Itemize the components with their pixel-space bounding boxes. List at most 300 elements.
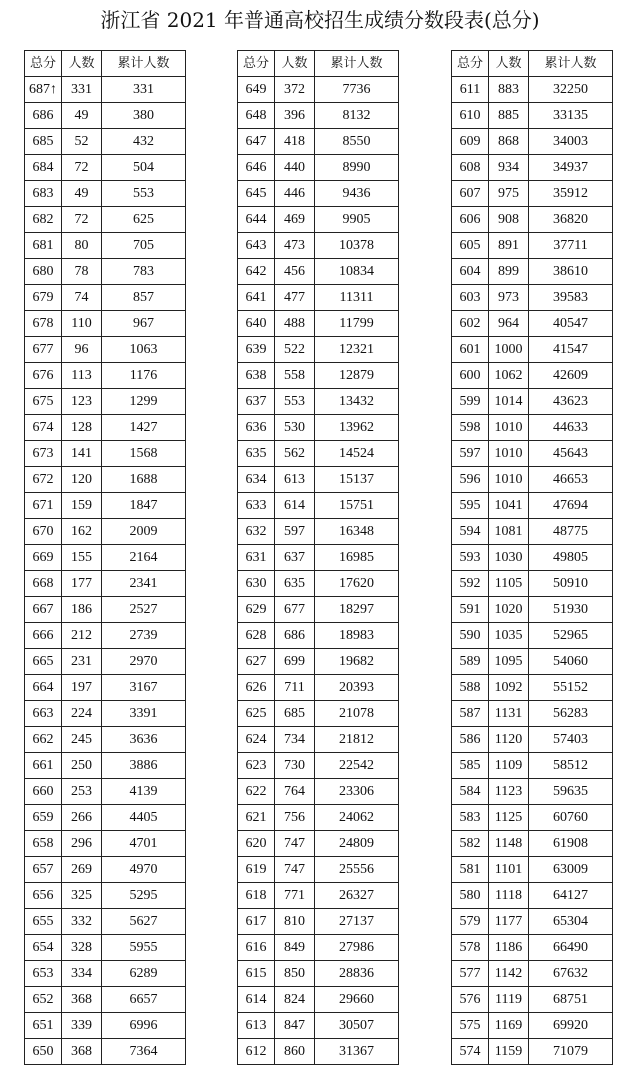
cell-count: 747 [275,857,315,883]
cell-score: 667 [25,597,62,623]
cell-score: 630 [238,571,275,597]
cell-cumulative: 6996 [102,1013,186,1039]
cell-cumulative: 7736 [315,77,399,103]
cell-score: 677 [25,337,62,363]
cell-cumulative: 1299 [102,389,186,415]
cell-score: 651 [25,1013,62,1039]
cell-cumulative: 67632 [529,961,613,987]
cell-count: 1131 [489,701,529,727]
cell-score: 615 [238,961,275,987]
table-row [25,883,186,909]
cell-cumulative: 23306 [315,779,399,805]
cell-cumulative: 19682 [315,649,399,675]
cell-cumulative: 31367 [315,1039,399,1065]
cell-cumulative: 37711 [529,233,613,259]
cell-cumulative: 4701 [102,831,186,857]
cell-cumulative: 625 [102,207,186,233]
header-score: 总分 [452,51,489,77]
table-row [452,649,613,675]
cell-count: 141 [62,441,102,467]
cell-cumulative: 71079 [529,1039,613,1065]
cell-score: 652 [25,987,62,1013]
cell-count: 1186 [489,935,529,961]
cell-score: 640 [238,311,275,337]
table-row [238,675,399,701]
cell-score: 673 [25,441,62,467]
table-row [452,337,613,363]
cell-cumulative: 27986 [315,935,399,961]
header-cumulative: 累计人数 [529,51,613,77]
cell-count: 186 [62,597,102,623]
table-row [452,519,613,545]
cell-score: 671 [25,493,62,519]
cell-cumulative: 11311 [315,285,399,311]
cell-cumulative: 24809 [315,831,399,857]
cell-score: 635 [238,441,275,467]
cell-score: 686 [25,103,62,129]
cell-score: 649 [238,77,275,103]
cell-score: 595 [452,493,489,519]
table-row [25,285,186,311]
cell-cumulative: 18297 [315,597,399,623]
cell-cumulative: 857 [102,285,186,311]
table-row [238,831,399,857]
cell-score: 676 [25,363,62,389]
cell-count: 418 [275,129,315,155]
table-row [452,883,613,909]
header-score: 总分 [238,51,275,77]
header-cumulative: 累计人数 [315,51,399,77]
table-row [25,467,186,493]
table-row [238,909,399,935]
cell-count: 368 [62,987,102,1013]
table-row [452,805,613,831]
cell-cumulative: 26327 [315,883,399,909]
cell-score: 665 [25,649,62,675]
table-row [238,415,399,441]
score-table-1 [24,50,186,1065]
cell-score: 656 [25,883,62,909]
cell-cumulative: 1847 [102,493,186,519]
cell-score: 592 [452,571,489,597]
table-row [238,545,399,571]
cell-count: 614 [275,493,315,519]
cell-score: 608 [452,155,489,181]
cell-score: 596 [452,467,489,493]
cell-count: 883 [489,77,529,103]
cell-count: 123 [62,389,102,415]
cell-score: 663 [25,701,62,727]
cell-count: 847 [275,1013,315,1039]
cell-score: 685 [25,129,62,155]
cell-score: 653 [25,961,62,987]
cell-count: 325 [62,883,102,909]
table-row [238,701,399,727]
cell-count: 49 [62,181,102,207]
cell-cumulative: 27137 [315,909,399,935]
cell-count: 162 [62,519,102,545]
table-row [452,285,613,311]
table-row [25,779,186,805]
cell-count: 334 [62,961,102,987]
cell-cumulative: 57403 [529,727,613,753]
cell-cumulative: 32250 [529,77,613,103]
cell-count: 677 [275,597,315,623]
cell-score: 599 [452,389,489,415]
table-row [238,857,399,883]
cell-count: 849 [275,935,315,961]
cell-cumulative: 6657 [102,987,186,1013]
cell-score: 588 [452,675,489,701]
cell-cumulative: 8550 [315,129,399,155]
table-header-row [452,51,613,77]
table-row [25,597,186,623]
cell-score: 577 [452,961,489,987]
cell-count: 1169 [489,1013,529,1039]
table-row [452,831,613,857]
cell-count: 1120 [489,727,529,753]
table-row [452,1039,613,1065]
cell-count: 522 [275,337,315,363]
table-row [25,259,186,285]
cell-cumulative: 13432 [315,389,399,415]
cell-cumulative: 967 [102,311,186,337]
cell-score: 587 [452,701,489,727]
cell-count: 159 [62,493,102,519]
cell-cumulative: 3391 [102,701,186,727]
cell-count: 446 [275,181,315,207]
cell-count: 899 [489,259,529,285]
cell-score: 668 [25,571,62,597]
cell-cumulative: 3167 [102,675,186,701]
cell-score: 661 [25,753,62,779]
table-row [452,545,613,571]
cell-count: 1119 [489,987,529,1013]
cell-cumulative: 15137 [315,467,399,493]
table-row [452,857,613,883]
header-cumulative: 累计人数 [102,51,186,77]
cell-score: 654 [25,935,62,961]
cell-count: 113 [62,363,102,389]
table-row [238,1013,399,1039]
table-row [452,987,613,1013]
cell-count: 711 [275,675,315,701]
cell-count: 197 [62,675,102,701]
table-row [452,129,613,155]
cell-cumulative: 5955 [102,935,186,961]
cell-score: 645 [238,181,275,207]
table-row [25,207,186,233]
cell-score: 681 [25,233,62,259]
cell-count: 1010 [489,415,529,441]
table-row [452,727,613,753]
cell-count: 908 [489,207,529,233]
table-row [238,181,399,207]
table-row [452,155,613,181]
table-row [452,311,613,337]
table-row [25,1039,186,1065]
cell-cumulative: 705 [102,233,186,259]
cell-count: 964 [489,311,529,337]
cell-count: 771 [275,883,315,909]
cell-count: 597 [275,519,315,545]
cell-score: 639 [238,337,275,363]
cell-count: 1014 [489,389,529,415]
cell-cumulative: 2164 [102,545,186,571]
cell-score: 586 [452,727,489,753]
cell-score: 638 [238,363,275,389]
cell-cumulative: 553 [102,181,186,207]
cell-score: 631 [238,545,275,571]
cell-cumulative: 38610 [529,259,613,285]
cell-cumulative: 33135 [529,103,613,129]
cell-score: 641 [238,285,275,311]
table-row [25,649,186,675]
cell-count: 868 [489,129,529,155]
cell-cumulative: 10834 [315,259,399,285]
cell-cumulative: 4405 [102,805,186,831]
cell-score: 675 [25,389,62,415]
cell-cumulative: 432 [102,129,186,155]
cell-cumulative: 12321 [315,337,399,363]
cell-count: 1123 [489,779,529,805]
table-row [25,675,186,701]
table-row [238,363,399,389]
table-row [452,571,613,597]
cell-score: 658 [25,831,62,857]
cell-count: 530 [275,415,315,441]
cell-score: 603 [452,285,489,311]
table-row [452,701,613,727]
cell-cumulative: 3886 [102,753,186,779]
cell-cumulative: 5295 [102,883,186,909]
cell-score: 584 [452,779,489,805]
cell-cumulative: 22542 [315,753,399,779]
table-row [238,649,399,675]
cell-score: 674 [25,415,62,441]
table-row [238,623,399,649]
cell-count: 699 [275,649,315,675]
cell-cumulative: 15751 [315,493,399,519]
cell-score: 602 [452,311,489,337]
cell-cumulative: 36820 [529,207,613,233]
cell-cumulative: 5627 [102,909,186,935]
cell-cumulative: 2527 [102,597,186,623]
table-row [238,753,399,779]
cell-count: 1035 [489,623,529,649]
table-row [452,753,613,779]
cell-count: 110 [62,311,102,337]
cell-count: 296 [62,831,102,857]
table-row [25,935,186,961]
cell-cumulative: 66490 [529,935,613,961]
cell-count: 120 [62,467,102,493]
cell-score: 644 [238,207,275,233]
cell-cumulative: 2739 [102,623,186,649]
cell-score: 636 [238,415,275,441]
cell-cumulative: 9436 [315,181,399,207]
cell-count: 155 [62,545,102,571]
cell-count: 488 [275,311,315,337]
cell-count: 686 [275,623,315,649]
table-row [452,441,613,467]
cell-count: 891 [489,233,529,259]
table-row [238,103,399,129]
cell-cumulative: 50910 [529,571,613,597]
table-row [452,389,613,415]
table-row [238,233,399,259]
table-row [452,467,613,493]
table-row [25,155,186,181]
cell-count: 245 [62,727,102,753]
cell-cumulative: 783 [102,259,186,285]
cell-cumulative: 1176 [102,363,186,389]
cell-count: 331 [62,77,102,103]
cell-count: 934 [489,155,529,181]
table-row [25,961,186,987]
cell-count: 80 [62,233,102,259]
cell-cumulative: 1427 [102,415,186,441]
cell-cumulative: 65304 [529,909,613,935]
cell-score: 589 [452,649,489,675]
cell-count: 635 [275,571,315,597]
table-row [238,597,399,623]
table-row [238,389,399,415]
table-row [238,207,399,233]
table-row [25,129,186,155]
cell-cumulative: 9905 [315,207,399,233]
cell-score: 622 [238,779,275,805]
table-row [25,545,186,571]
table-row [25,805,186,831]
cell-score: 620 [238,831,275,857]
cell-count: 78 [62,259,102,285]
cell-count: 860 [275,1039,315,1065]
table-row [238,311,399,337]
table-row [238,77,399,103]
table-row [25,389,186,415]
cell-score: 591 [452,597,489,623]
cell-count: 49 [62,103,102,129]
cell-cumulative: 58512 [529,753,613,779]
cell-cumulative: 64127 [529,883,613,909]
header-score: 总分 [25,51,62,77]
cell-score: 601 [452,337,489,363]
cell-count: 1148 [489,831,529,857]
cell-cumulative: 13962 [315,415,399,441]
table-row [452,779,613,805]
cell-score: 574 [452,1039,489,1065]
cell-cumulative: 43623 [529,389,613,415]
cell-cumulative: 8990 [315,155,399,181]
cell-count: 328 [62,935,102,961]
cell-count: 885 [489,103,529,129]
table-row [238,805,399,831]
cell-cumulative: 3636 [102,727,186,753]
cell-cumulative: 10378 [315,233,399,259]
cell-cumulative: 28836 [315,961,399,987]
table-row [452,259,613,285]
table-row [452,181,613,207]
table-row [25,727,186,753]
cell-count: 1081 [489,519,529,545]
cell-score: 616 [238,935,275,961]
cell-score: 613 [238,1013,275,1039]
cell-cumulative: 51930 [529,597,613,623]
cell-score: 683 [25,181,62,207]
cell-score: 575 [452,1013,489,1039]
cell-cumulative: 18983 [315,623,399,649]
cell-score: 659 [25,805,62,831]
cell-score: 580 [452,883,489,909]
cell-count: 1041 [489,493,529,519]
table-row [452,597,613,623]
table-row [452,207,613,233]
cell-cumulative: 16985 [315,545,399,571]
cell-cumulative: 54060 [529,649,613,675]
cell-count: 72 [62,155,102,181]
cell-cumulative: 41547 [529,337,613,363]
cell-cumulative: 16348 [315,519,399,545]
cell-cumulative: 68751 [529,987,613,1013]
cell-count: 1109 [489,753,529,779]
cell-count: 1000 [489,337,529,363]
cell-cumulative: 49805 [529,545,613,571]
cell-score: 619 [238,857,275,883]
cell-cumulative: 45643 [529,441,613,467]
cell-count: 469 [275,207,315,233]
table-row [238,727,399,753]
score-table-2 [237,50,399,1065]
table-row [25,831,186,857]
cell-score: 614 [238,987,275,1013]
table-row [238,467,399,493]
cell-count: 52 [62,129,102,155]
cell-cumulative: 63009 [529,857,613,883]
cell-count: 1095 [489,649,529,675]
table-row [25,493,186,519]
score-table-3 [451,50,613,1065]
table-row [25,519,186,545]
cell-count: 231 [62,649,102,675]
table-row [452,103,613,129]
table-row [238,571,399,597]
cell-cumulative: 17620 [315,571,399,597]
cell-count: 128 [62,415,102,441]
cell-cumulative: 20393 [315,675,399,701]
header-count: 人数 [62,51,102,77]
cell-count: 756 [275,805,315,831]
cell-cumulative: 14524 [315,441,399,467]
table-row [25,909,186,935]
cell-score: 664 [25,675,62,701]
cell-score: 637 [238,389,275,415]
cell-cumulative: 8132 [315,103,399,129]
cell-count: 850 [275,961,315,987]
cell-cumulative: 52965 [529,623,613,649]
cell-count: 1159 [489,1039,529,1065]
cell-cumulative: 331 [102,77,186,103]
cell-count: 810 [275,909,315,935]
cell-score: 647 [238,129,275,155]
table-header-row [238,51,399,77]
table-row [238,519,399,545]
cell-score: 660 [25,779,62,805]
cell-cumulative: 4139 [102,779,186,805]
table-row [452,233,613,259]
cell-score: 682 [25,207,62,233]
table-row [452,675,613,701]
